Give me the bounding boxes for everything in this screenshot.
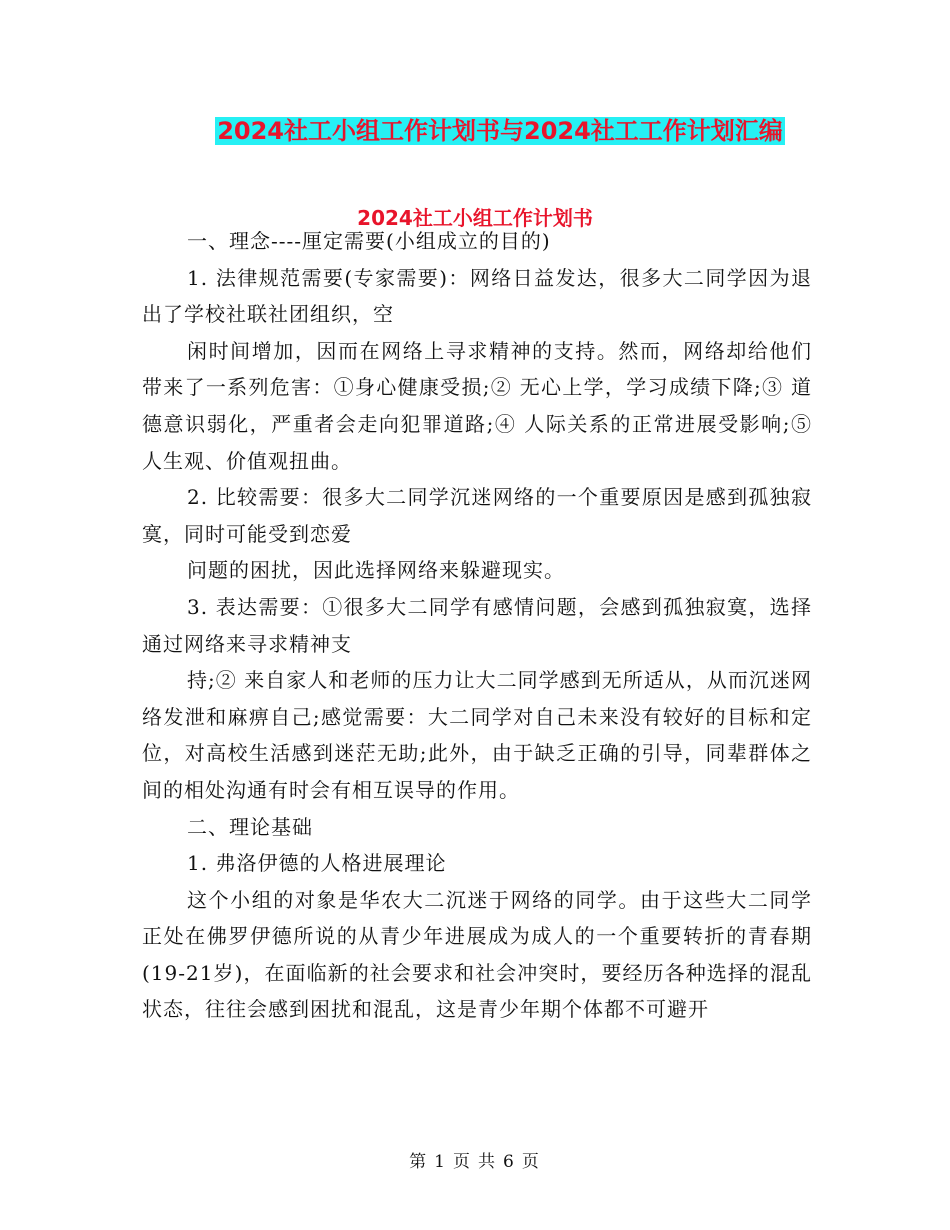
footer-total-unit: 页 (521, 1152, 541, 1172)
footer-page-unit: 页 (453, 1152, 472, 1172)
document-body (142, 223, 812, 1028)
paragraph-1: 一、理念----厘定需要(小组成立的目的) (187, 229, 551, 253)
paragraph-10: 这个小组的对象是华农大二沉迷于网络的同学。由于这些大二同学正处在佛罗伊德所说的从青少年进展成为成人的一个重要转折的青春期(19-21岁)，在面临新的社会要求和社会冲突时，要经历各种选择的混乱状态，往往会感到困扰和混乱，这是青少年期个体都不可避开 (142, 887, 812, 1022)
footer-current-page: 1 (434, 1152, 447, 1172)
paragraph-3: 闲时间增加，因而在网络上寻求精神的支持。然而，网络却给他们带来了一系列危害：①身心健康受损;② 无心上学，学习成绩下降;③ 道德意识弱化，严重者会走向犯罪道路;④ 人际关系的正常进展受影响;⑤ 人生观、价值观扭曲。 (142, 338, 812, 473)
footer-total-label: 共 (478, 1152, 497, 1172)
main-title (200, 112, 800, 150)
paragraph-8: 二、理论基础 (187, 814, 313, 839)
footer-page-label: 第 (409, 1152, 429, 1172)
paragraph-7: 持;② 来自家人和老师的压力让大二同学感到无所适从，从而沉迷网络发泄和麻痹自己;感觉需要：大二同学对自己未来没有较好的目标和定位，对高校生活感到迷茫无助;此外，由于缺乏正确的引导，同辈群体之间的相处沟通有时会有相互误导的作用。 (142, 668, 812, 802)
main-title-highlight: 2024社工小组工作计划书与2024社工工作计划汇编 (217, 117, 783, 145)
paragraph-6: 3. 表达需要：①很多大二同学有感情问题，会感到孤独寂寞，选择通过网络来寻求精神支 (142, 594, 812, 656)
paragraph-4: 2. 比较需要：很多大二同学沉迷网络的一个重要原因是感到孤独寂寞，同时可能受到恋爱 (142, 485, 812, 546)
section-title: 2024社工小组工作计划书 (357, 206, 593, 230)
footer-total-pages: 6 (503, 1152, 516, 1172)
paragraph-2: 1. 法律规范需要(专家需要)：网络日益发达，很多大二同学因为退出了学校社联社团组织，空 (142, 265, 812, 327)
paragraph-5: 问题的困扰，因此选择网络来躲避现实。 (187, 558, 565, 583)
paragraph-9: 1. 弗洛伊德的人格进展理论 (187, 851, 447, 876)
page-footer (0, 1150, 950, 1174)
